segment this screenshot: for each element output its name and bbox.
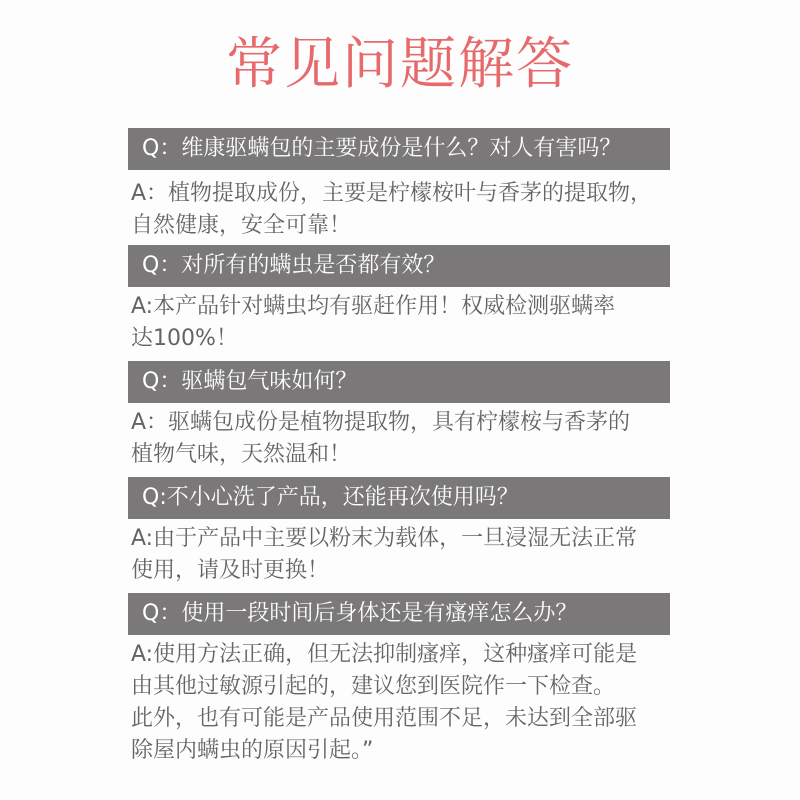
faq-question: Q:不小心洗了产品，还能再次使用吗？ [128, 477, 670, 519]
faq-answer [131, 523, 673, 587]
faq-question: Q：维康驱螨包的主要成份是什么？对人有害吗？ [128, 128, 670, 170]
faq-answer-line: 植物气味，天然温和！ [131, 442, 352, 467]
faq-question: Q：使用一段时间后身体还是有瘙痒怎么办？ [128, 593, 670, 635]
faq-answer-line: 除屋内螨虫的原因引起。” [131, 738, 374, 763]
page-title: 常见问题解答 [226, 32, 574, 97]
faq-answer [131, 291, 673, 355]
faq-answer-line: A:使用方法正确，但无法抑制瘙痒，这种瘙痒可能是 [131, 642, 638, 667]
faq-answer-line: A：植物提取成份，主要是柠檬桉叶与香茅的提取物， [131, 181, 653, 206]
faq-answer-line: A:由于产品中主要以粉末为载体，一旦浸湿无法正常 [131, 526, 638, 551]
faq-answer [131, 407, 673, 471]
faq-answer [131, 639, 673, 767]
faq-answer-line: 达100%！ [131, 326, 238, 351]
faq-answer-line: 自然健康，安全可靠！ [131, 213, 352, 238]
faq-question: Q：对所有的螨虫是否都有效？ [128, 245, 670, 287]
faq-answer [131, 178, 673, 242]
faq-question: Q：驱螨包气味如何？ [128, 361, 670, 403]
faq-answer-line: 此外，也有可能是产品使用范围不足，未达到全部驱 [131, 706, 638, 731]
faq-answer-line: A：驱螨包成份是植物提取物，具有柠檬桉与香茅的 [131, 410, 631, 435]
faq-answer-line: 使用，请及时更换！ [131, 558, 330, 583]
faq-answer-line: A:本产品针对螨虫均有驱赶作用！权威检测驱螨率 [131, 294, 616, 319]
faq-answer-line: 由其他过敏源引起的，建议您到医院作一下检查。 [131, 674, 616, 699]
